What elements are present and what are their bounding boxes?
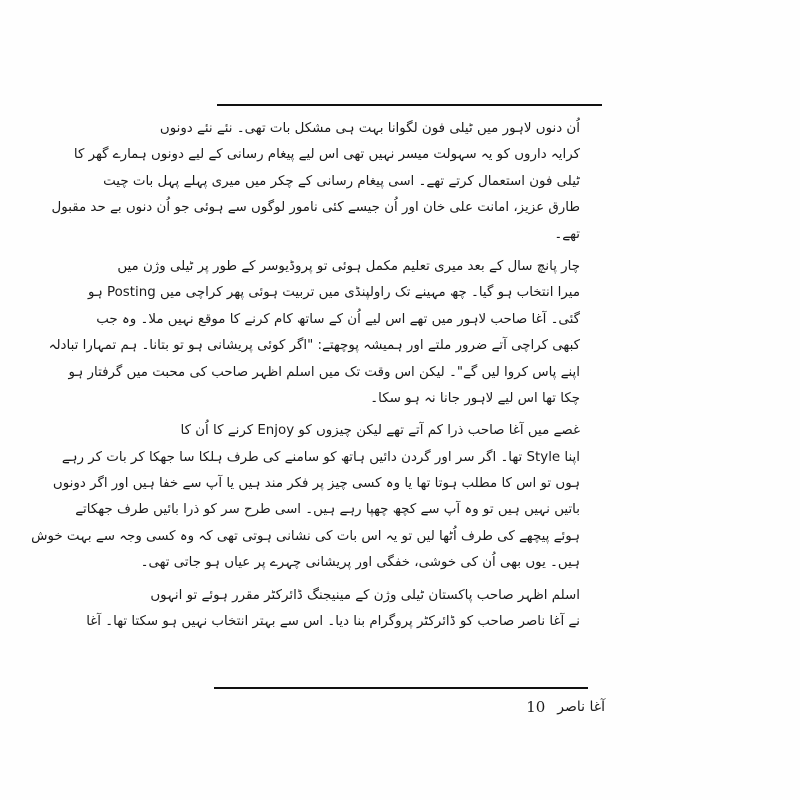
text-line: ہوئے پیچھے کی طرف اُٹھا لیں تو یہ اس بات کی نشانی ہوتی تھی کہ وہ کسی وجہ سے بہت خوش — [31, 528, 580, 544]
text-line: ٹیلی فون استعمال کرتے تھے۔ اسی پیغام رسانی کے چکر میں میری پہلے پہل بات چیت — [103, 173, 580, 189]
text-line: اُن دنوں لاہور میں ٹیلی فون لگوانا بہت ہی مشکل بات تھی۔ نئے نئے دونوں — [159, 121, 580, 136]
page-footer — [505, 693, 605, 721]
body-text — [31, 116, 580, 635]
paragraph-2 — [48, 254, 580, 412]
text-line: غصے میں آغا صاحب ذرا کم آتے تھے لیکن چیزوں کو Enjoy کرنے کا اُن کا — [180, 423, 580, 439]
text-line: ہیں۔ یوں بھی اُن کی خوشی، خفگی اور پریشانی چہرے پر عیاں ہو جاتی تھی۔ — [140, 555, 580, 571]
text-line: ہوں تو اس کا مطلب ہوتا تھا یا وہ کسی چیز پر فکر مند ہیں یا آپ سے خفا ہیں اور اگر دونوں — [52, 476, 580, 492]
top-rule — [217, 104, 602, 106]
running-title: آغا ناصر — [557, 699, 605, 715]
paragraph-3 — [31, 418, 580, 576]
text-line: اسلم اظہر صاحب پاکستان ٹیلی وژن کے مینیجنگ ڈائرکٹر مقرر ہوئے تو انہوں — [150, 587, 580, 603]
text-line: باتیں نہیں ہیں تو وہ آپ سے کچھ چھپا رہے ہیں۔ اسی طرح سر کو ذرا بائیں طرف جھکاتے — [75, 502, 580, 518]
text-line: کرایہ داروں کو یہ سہولت میسر نہیں تھی اس لیے پیغام رسانی کے لیے دونوں ہمارے گھر کا — [73, 147, 580, 163]
paragraph-1 — [51, 116, 580, 248]
text-line: طارق عزیز، امانت علی خان اور اُن جیسے کئی نامور لوگوں سے ہوئی جو اُن دنوں بے حد مقبول — [51, 200, 580, 216]
text-line: میرا انتخاب ہو گیا۔ چھ مہینے تک راولپنڈی میں تربیت ہوئی پھر کراچی میں Posting ہو — [87, 285, 580, 301]
text-line: اپنا Style تھا۔ اگر سر اور گردن دائیں ہاتھ کو سامنے کی طرف ہلکا سا جھکا کر بات کر رہے — [61, 449, 580, 465]
bottom-rule — [214, 687, 588, 689]
text-line: نے آغا ناصر صاحب کو ڈائرکٹر پروگرام بنا دیا۔ اس سے بہتر انتخاب نہیں ہو سکتا تھا۔ آغا — [86, 614, 580, 630]
paragraph-4 — [86, 583, 580, 636]
text-line: کبھی کراچی آتے ضرور ملتے اور ہمیشہ پوچھتے: "اگر کوئی پریشانی ہو تو بتانا۔ ہم تمہارا تبادلہ — [48, 338, 580, 354]
text-line: چکا تھا اس لیے لاہور جانا نہ ہو سکا۔ — [370, 390, 580, 406]
text-line: تھے۔ — [554, 226, 580, 242]
text-line: گئی۔ آغا صاحب لاہور میں تھے اس لیے اُن کے ساتھ کام کرنے کا موقع نہیں ملا۔ وہ جب — [96, 311, 580, 327]
text-line: اپنے پاس کروا لیں گے"۔ لیکن اس وقت تک میں اسلم اظہر صاحب کی محبت میں گرفتار ہو — [68, 364, 580, 380]
page-number: 10 — [526, 698, 546, 716]
text-line: چار پانچ سال کے بعد میری تعلیم مکمل ہوئی تو پروڈیوسر کے طور پر ٹیلی وژن میں — [117, 258, 580, 274]
